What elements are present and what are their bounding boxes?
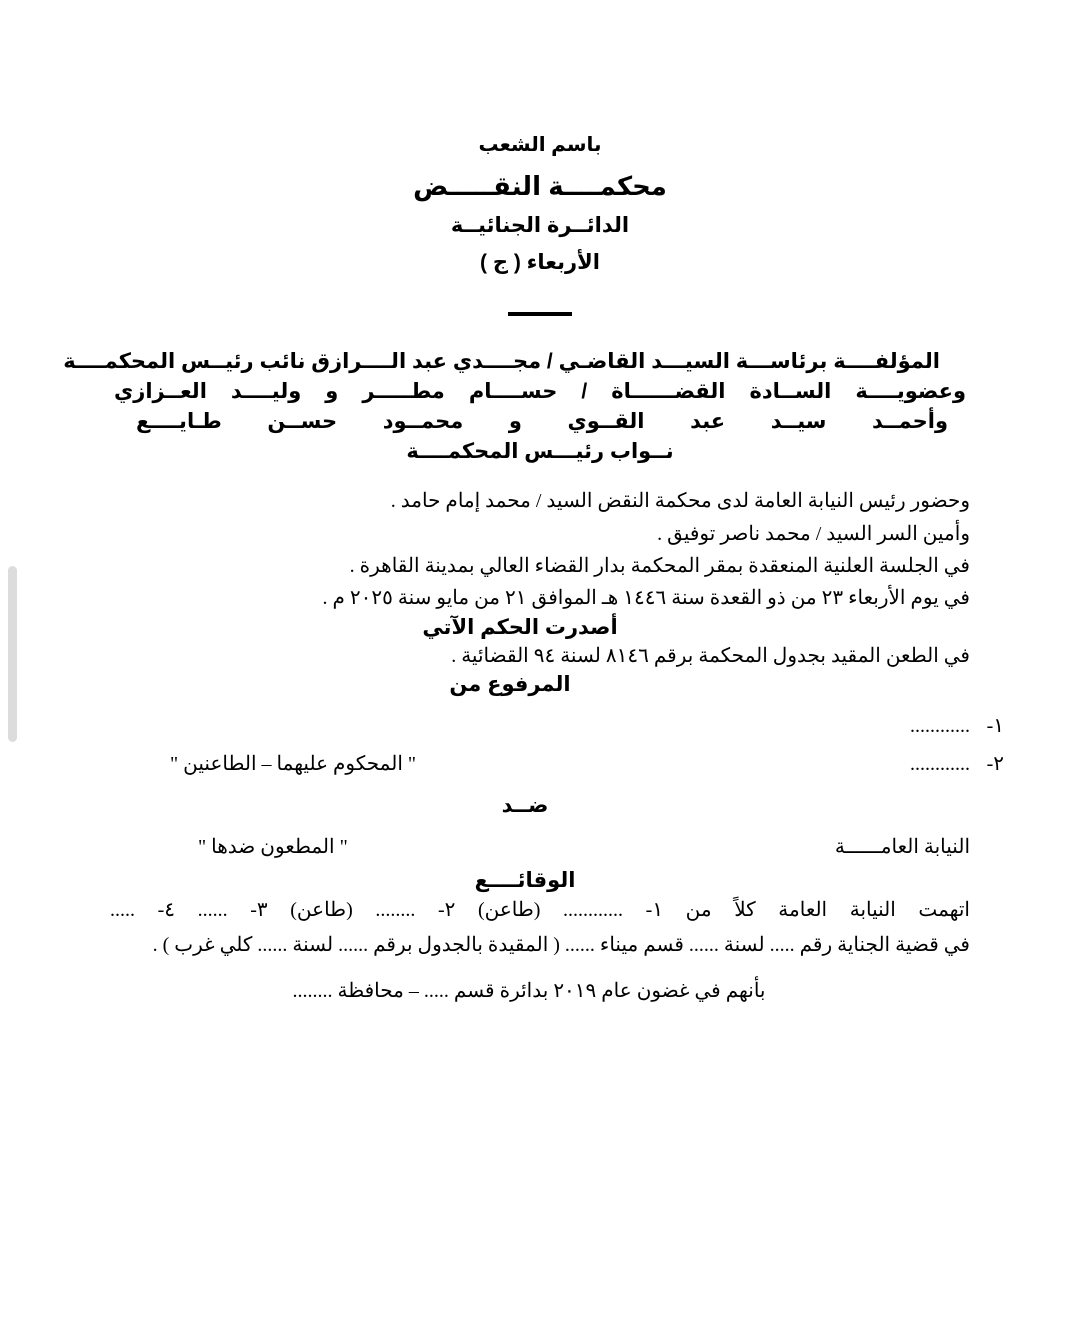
versus-heading: ضــد: [501, 794, 549, 818]
court-name-line: محكمــــة النقـــــض: [413, 171, 667, 201]
appellant-2-name: ............: [910, 753, 970, 776]
presiding-judge-name: المؤلفــــة برئاســـة السيـــد القاضـي / مجــــدي عبد الــــرازق: [311, 350, 940, 373]
respondent-role-tag: " المطعون ضدها ": [198, 836, 348, 859]
appellant-row-2: [110, 745, 1004, 783]
session-place-line: في الجلسة العلنية المنعقدة بمقر المحكمة بدار القضاء العالي بمدينة القاهرة .: [349, 555, 970, 578]
chamber-line: الدائــرة الجنائيــة: [450, 214, 630, 237]
document-masthead: [110, 0, 970, 273]
header-divider: [508, 312, 572, 316]
respondent-name: النيابة العامــــــة: [834, 836, 970, 859]
member-judges-line-1: وعضويــــة الســادة القضــــــاة / حســــام مطـــــر و وليــــد العــزازي: [114, 379, 966, 403]
filed-by-heading: المرفوع من: [449, 673, 571, 697]
facts-heading: الوقائــــع: [474, 869, 576, 893]
appellant-2-number: ٢-: [986, 753, 1004, 776]
appellants-role-tag: " المحكوم عليهما – الطاعنين ": [170, 753, 417, 776]
session-date-line: في يوم الأربعاء ٢٣ من ذو القعدة سنة ١٤٤٦ هـ الموافق ٢١ من مايو سنة ٢٠٢٥ م .: [322, 587, 970, 610]
appellant-1-number: ١-: [986, 715, 1004, 738]
appellant-row-1: [110, 707, 1004, 745]
facts-charge-line: اتهمت النيابة العامة كلاً من ١- ............ (طاعن) ٢- ........ (طاعن) ٣- ...... ٤- .....: [110, 899, 970, 922]
issued-ruling-heading: أصدرت الحكم الآتي: [422, 615, 618, 639]
presiding-judge-line: [63, 347, 970, 377]
header-divider-wrap: [110, 303, 970, 321]
member-judges-title: نــواب رئيـــس المحكمــــة: [406, 440, 674, 464]
appellant-1-name: ............: [910, 715, 970, 738]
prosecutor-attendance-line: وحضور رئيس النيابة العامة لدى محكمة النقض السيد / محمد إمام حامد .: [390, 490, 970, 513]
session-day-line: الأربعاء ( ج ): [480, 251, 600, 274]
secretary-attendance-line: وأمين السر السيد / محمد ناصر توفيق .: [657, 522, 970, 545]
in-name-of-people-line: باسم الشعب: [478, 134, 602, 156]
facts-allegation-line: بأنهم في غضون عام ٢٠١٩ بدائرة قسم ..... – محافظة ........: [292, 979, 766, 1002]
facts-case-line: في قضية الجناية رقم ..... لسنة ...... قسم ميناء ...... ( المقيدة بالجدول برقم ...... لسنة ...... كلي غرب ) .: [152, 933, 970, 956]
panel-composition: [63, 347, 970, 467]
member-judges-line-2: وأحمــد سيــد عبد القــوي و محمــود حســن طـايــــع: [136, 409, 948, 433]
respondent-row: [110, 828, 970, 868]
presiding-judge-title: نائب رئيــس المحكمــــة: [63, 350, 306, 373]
appeal-reference-line: في الطعن المقيد بجدول المحكمة برقم ٨١٤٦ لسنة ٩٤ القضائية .: [451, 644, 970, 667]
document-body: [63, 0, 1004, 1008]
